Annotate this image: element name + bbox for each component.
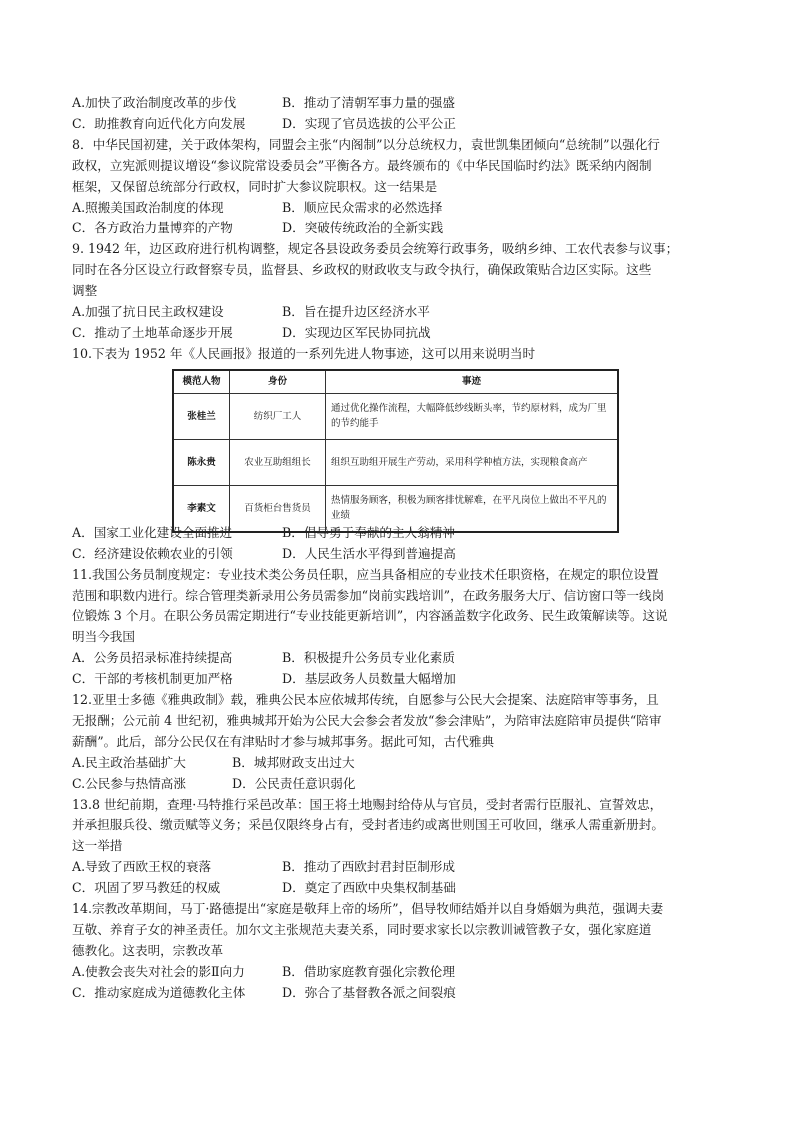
q7-option-d[interactable]: D．实现了官员选拔的公平公正 [282, 115, 456, 131]
q12-stem-line: 12.亚里士多德《雅典政制》载，雅典公民本应依城邦传统，自愿参与公民大会提案、法庭陪审等事务，且 [72, 692, 659, 708]
q12-option-b[interactable]: B．城邦财政支出过大 [232, 754, 355, 770]
table-row [173, 439, 618, 485]
table-row [173, 393, 618, 439]
table-cell-deeds: 热情服务顾客，积极为顾客排忧解难，在平凡岗位上做出不平凡的业绩 [326, 485, 619, 532]
q14-stem-line: 14.宗教改革期间，马丁·路德提出“家庭是敬拜上帝的场所”，倡导牧师结婚并以自身婚姻为典范，强调夫妻 [72, 901, 664, 917]
table-row [173, 485, 618, 532]
q9-stem-line: 同时在各分区设立行政督察专员，监督县、乡政权的财政收支与政令执行，确保政策贴合边区实际。这些 [72, 262, 652, 278]
q13-option-d[interactable]: D．奠定了西欧中央集权制基础 [282, 880, 456, 896]
q11-stem-line: 位锻炼 3 个月。在职公务员需定期进行“专业技能更新培训”，内容涵盖数字化政务、民生政策解读等。这说 [72, 608, 668, 624]
q11-option-d[interactable]: D．基层政务人员数量大幅增加 [282, 671, 456, 687]
q8-stem-line: 政权，立宪派则提议增设“参议院常设委员会”平衡各方。最终颁布的《中华民国临时约法》既采纳内阁制 [72, 157, 652, 173]
q10-options-row2 [72, 544, 722, 565]
q12-option-a[interactable]: A.民主政治基础扩大 [72, 754, 186, 770]
q11-options-row2 [72, 669, 722, 690]
table-cell-identity: 纺织厂工人 [230, 393, 326, 439]
table-cell-identity: 农业互助组组长 [230, 439, 326, 485]
q12-option-d[interactable]: D．公民责任意识弱化 [232, 775, 356, 791]
table-cell-deeds: 通过优化操作流程，大幅降低纱线断头率，节约原材料，成为厂里的节约能手 [326, 393, 619, 439]
q7-options-row1 [72, 93, 722, 114]
q7-option-c[interactable]: C．助推教育向近代化方向发展 [72, 115, 246, 131]
q7-option-a[interactable]: A.加快了政治制度改革的步伐 [72, 95, 237, 110]
q14-stem-line: 互敬、养育子女的神圣责任。加尔文主张规范夫妻关系，同时要求家长以宗教训诫管教子女，强化家庭道 [72, 922, 652, 937]
q8-stem-line: 框架，又保留总统部分行政权，同时扩大参议院职权。这一结果是 [72, 178, 438, 194]
q10-option-d[interactable]: D．人民生活水平得到普遍提高 [282, 545, 456, 561]
q12-options-row2 [72, 774, 722, 795]
q11-option-b[interactable]: B．积极提升公务员专业化素质 [282, 650, 455, 666]
table-header-cell: 事迹 [326, 370, 619, 394]
q10-option-c[interactable]: C．经济建设依赖农业的引领 [72, 545, 233, 561]
q14-stem-line: 德教化。这表明，宗教改革 [72, 942, 224, 958]
q13-stem-line: 这一举措 [72, 838, 123, 854]
q8-option-a[interactable]: A.照搬美国政治制度的体现 [72, 199, 224, 215]
q8-options-row2 [72, 218, 722, 239]
q11-option-c[interactable]: C．干部的考核机制更加严格 [72, 671, 233, 687]
q10-option-a[interactable]: A．国家工业化建设全面推进 [72, 524, 233, 540]
q12-options-row1 [72, 753, 722, 774]
q10-option-b[interactable]: B．倡导勇于奉献的主人翁精神 [282, 524, 455, 540]
q12-stem-line: 无报酬；公元前 4 世纪初，雅典城邦开始为公民大会参会者发放“参会津贴”，为陪审法庭陪审员提供“陪审 [72, 712, 662, 728]
q10-table-wrap [72, 365, 722, 523]
q11-stem-line: 11.我国公务员制度规定：专业技术类公务员任职，应当具备相应的专业技术任职资格，在规定的职位设置 [72, 566, 659, 582]
q14-options-row2 [72, 983, 722, 1004]
q14-options-row1 [72, 962, 722, 983]
q8-option-b[interactable]: B．顺应民众需求的必然选择 [282, 199, 443, 215]
q9-option-a[interactable]: A.加强了抗日民主政权建设 [72, 304, 224, 320]
table-cell-person: 张桂兰 [173, 393, 230, 439]
q9-option-d[interactable]: D．实现边区军民协同抗战 [282, 324, 431, 340]
table-cell-identity: 百货柜台售货员 [230, 485, 326, 532]
table-cell-person: 李素文 [173, 485, 230, 532]
q9-option-c[interactable]: C．推动了土地革命逐步开展 [72, 324, 233, 340]
q13-option-b[interactable]: B．推动了西欧封君封臣制形成 [282, 859, 455, 875]
q13-options-row1 [72, 857, 722, 878]
q9-stem-line: 9. 1942 年，边区政府进行机构调整，规定各县设政务委员会统筹行政事务，吸纳乡绅、工农代表参与议事； [72, 241, 679, 257]
q8-stem-line: 8．中华民国初建，关于政体架构，同盟会主张“内阁制”以分总统权力，袁世凯集团倾向“总统制”以强化行 [72, 136, 660, 152]
q14-option-b[interactable]: B．借助家庭教育强化宗教伦理 [282, 963, 455, 979]
q9-options-row1 [72, 302, 722, 323]
table-cell-person: 陈永贵 [173, 439, 230, 485]
q12-option-c[interactable]: C.公民参与热情高涨 [72, 775, 186, 791]
q10-table [172, 369, 619, 533]
q9-stem-line: 调整 [72, 283, 98, 299]
table-header-cell: 模范人物 [173, 370, 230, 394]
q13-stem-line: 13.8 世纪前期，查理·马特推行采邑改革：国王将土地赐封给侍从与官员，受封者需行臣服礼、宣誓效忠， [72, 796, 663, 812]
q11-stem-line: 范围和职数内进行。综合管理类新录用公务员需参加“岗前实践培训”，在政务服务大厅、信访窗口等一线岗 [72, 587, 665, 603]
q14-option-d[interactable]: D．弥合了基督教各派之间裂痕 [282, 984, 456, 1000]
q9-option-b[interactable]: B．旨在提升边区经济水平 [282, 304, 430, 320]
q13-option-c[interactable]: C．巩固了罗马教廷的权威 [72, 880, 221, 896]
q11-options-row1 [72, 648, 722, 669]
q11-stem-line: 明当今我国 [72, 629, 135, 645]
table-header-cell: 身份 [230, 370, 326, 394]
q13-option-a[interactable]: A.导致了西欧王权的衰落 [72, 859, 212, 875]
q12-stem-line: 薪酬”。此后，部分公民仅在有津贴时才参与城邦事务。据此可知，古代雅典 [72, 733, 495, 749]
exam-page [72, 93, 722, 1004]
q7-option-b[interactable]: B．推动了清朝军事力量的强盛 [282, 95, 455, 110]
q8-option-d[interactable]: D．突破传统政治的全新实践 [282, 220, 444, 236]
q11-option-a[interactable]: A．公务员招录标准持续提高 [72, 650, 233, 666]
q9-options-row2 [72, 323, 722, 344]
q8-option-c[interactable]: C．各方政治力量博弈的产物 [72, 220, 233, 236]
q13-stem-line: 并承担服兵役、缴贡赋等义务；采邑仅限终身占有，受封者违约或离世则国王可收回，继承人需重新册封。 [72, 817, 664, 833]
q8-options-row1 [72, 198, 722, 219]
q10-stem-line: 10.下表为 1952 年《人民画报》报道的一系列先进人物事迹，这可以用来说明当时 [72, 345, 536, 361]
q7-options-row2 [72, 114, 722, 135]
q14-option-c[interactable]: C．推动家庭成为道德教化主体 [72, 984, 246, 1000]
table-cell-deeds: 组织互助组开展生产劳动，采用科学种植方法，实现粮食高产 [326, 439, 619, 485]
table-header-row [173, 370, 618, 394]
q14-option-a[interactable]: A.使教会丧失对社会的影Ⅱ向力 [72, 963, 245, 979]
q13-options-row2 [72, 878, 722, 899]
